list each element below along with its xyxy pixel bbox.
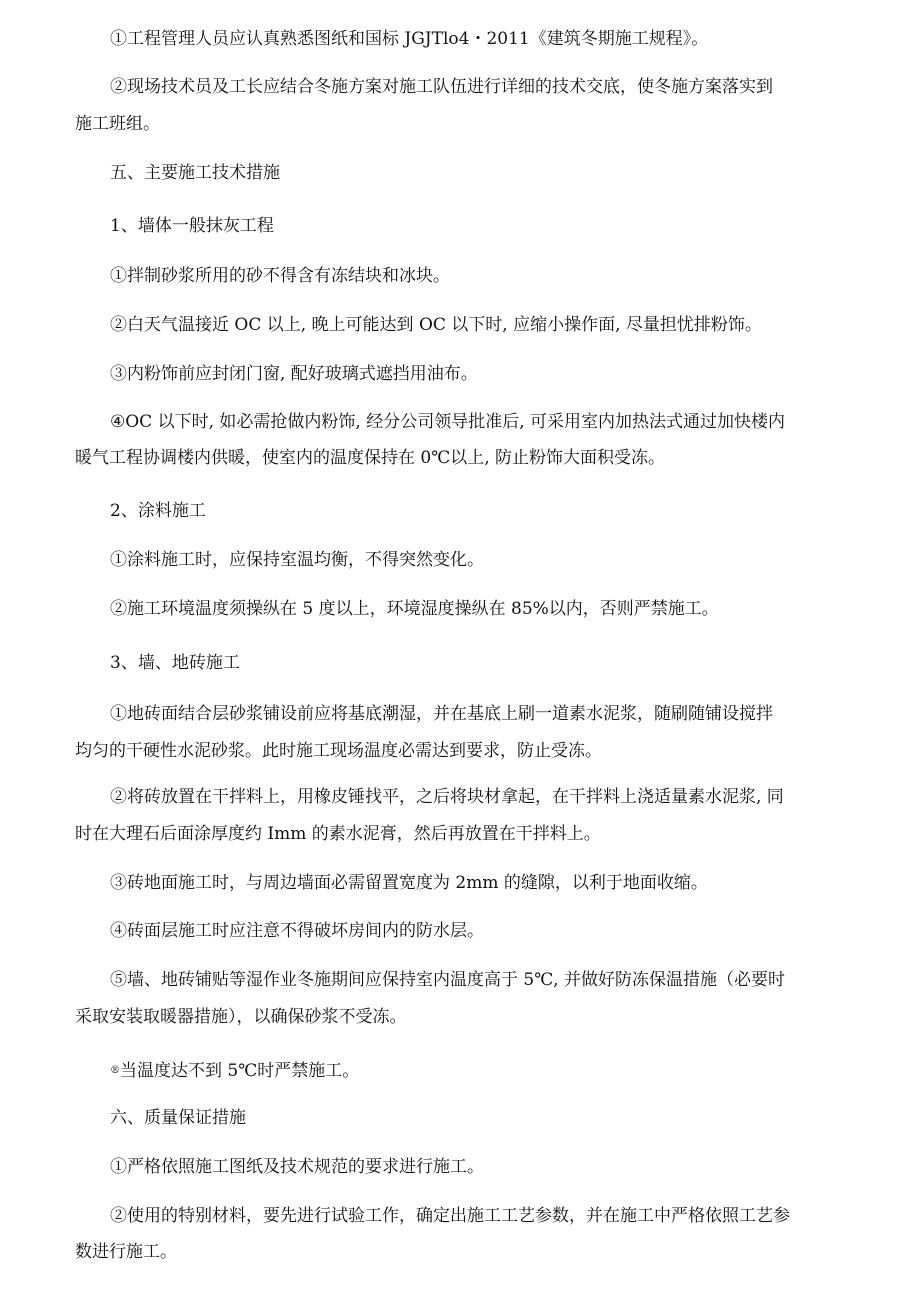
paragraph-line <box>110 1060 359 1082</box>
paragraph-line: 暖气工程协调楼内供暖，使室内的温度保持在 0℃以上, 防止粉饰大面积受冻。 <box>75 448 666 468</box>
section-heading: 六、质量保证措施 <box>110 1108 246 1128</box>
paragraph-line: ②施工环境温度须操纵在 5 度以上，环境湿度操纵在 85%以内，否则严禁施工。 <box>110 599 719 619</box>
paragraph-line: ②白天气温接近 OC 以上, 晚上可能达到 OC 以下时, 应缩小操作面, 尽量担忧排粉饰。 <box>110 315 762 335</box>
paragraph-line: ④砖面层施工时应注意不得破坏房间内的防水层。 <box>110 921 484 941</box>
paragraph-line: ③砖地面施工时，与周边墙面必需留置宽度为 2mm 的缝隙，以利于地面收缩。 <box>110 873 708 893</box>
paragraph-line: ①地砖面结合层砂浆铺设前应将基底潮湿，并在基底上刷一道素水泥浆，随刷随铺设搅拌 <box>110 704 773 724</box>
subsection-heading: 3、墙、地砖施工 <box>110 653 240 673</box>
subsection-heading: 1、墙体一般抹灰工程 <box>110 216 274 236</box>
paragraph-text: 当温度达不到 5℃时严禁施工。 <box>120 1061 360 1081</box>
paragraph-line: ①拌制砂浆所用的砂不得含有冻结块和冰块。 <box>110 266 450 286</box>
paragraph-line: ②将砖放置在干拌料上，用橡皮锤找平，之后将块材拿起，在干拌料上浇适量素水泥浆, 同 <box>110 787 784 807</box>
paragraph-line: ②使用的特别材料，要先进行试验工作，确定出施工工艺参数，并在施工中严格依照工艺参 <box>110 1206 790 1226</box>
paragraph-line: 时在大理石后面涂厚度约 Imm 的素水泥膏，然后再放置在干拌料上。 <box>75 824 601 844</box>
paragraph-line: ②现场技术员及工长应结合冬施方案对施工队伍进行详细的技术交底，使冬施方案落实到 <box>110 77 773 97</box>
paragraph-line: ⑤墙、地砖铺贴等湿作业冬施期间应保持室内温度高于 5℃, 并做好防冻保温措施（必要时 <box>110 970 786 990</box>
paragraph-line: ①工程管理人员应认真熟悉图纸和国标 JGJTlo4・2011《建筑冬期施工规程》。 <box>110 29 709 49</box>
paragraph-line: 施工班组。 <box>75 114 160 134</box>
paragraph-line: ①严格依照施工图纸及技术规范的要求进行施工。 <box>110 1157 484 1177</box>
subsection-heading: 2、涂料施工 <box>110 501 206 521</box>
section-heading: 五、主要施工技术措施 <box>110 163 280 183</box>
paragraph-line: 采取安装取暖器措施），以确保砂浆不受冻。 <box>75 1007 407 1027</box>
paragraph-line: 均匀的干硬性水泥砂浆。此时施工现场温度必需达到要求，防止受冻。 <box>75 741 602 761</box>
footnote-mark: ® <box>110 1065 120 1076</box>
paragraph-line: ④OC 以下时, 如必需抢做内粉饰, 经分公司领导批准后, 可采用室内加热法式通过加快楼内 <box>110 412 786 432</box>
paragraph-line: ①涂料施工时，应保持室温均衡，不得突然变化。 <box>110 550 484 570</box>
paragraph-line: ③内粉饰前应封闭门窗, 配好玻璃式遮挡用油布。 <box>110 364 478 384</box>
paragraph-line: 数进行施工。 <box>75 1242 177 1262</box>
